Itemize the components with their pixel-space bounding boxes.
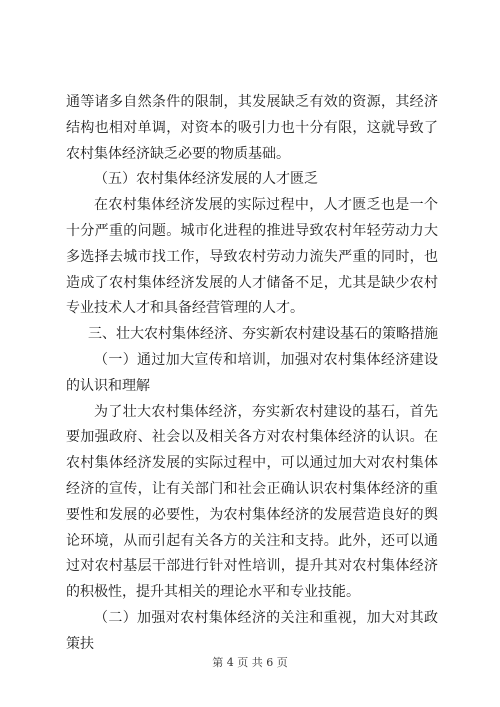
subsection-heading-policy-support: （二）加强对农村集体经济的关注和重视，加大对其政策扶 bbox=[66, 609, 438, 652]
section-heading-strategies: 三、壮大农村集体经济、夯实新农村建设基石的策略措施 bbox=[88, 326, 438, 343]
page-number-footer: 第 4 页 共 6 页 bbox=[212, 656, 288, 669]
section-heading-talent-shortage: （五）农村集体经济发展的人才匮乏 bbox=[94, 171, 318, 188]
subsection-heading-publicity-training: （一）通过加大宣传和培训，加强对农村集体经济建设的认识和理解 bbox=[66, 351, 438, 394]
paragraph-continued: 通等诸多自然条件的限制，其发展缺乏有效的资源，其经济结构也相对单调，对资本的吸引力也十分有限，这就导致了农村集体经济缺乏必要的物质基础。 bbox=[66, 94, 438, 162]
paragraph-talent-shortage: 在农村集体经济发展的实际过程中，人才匮乏也是一个十分严重的问题。城市化进程的推进导致农村年轻劳动力大多选择去城市找工作，导致农村劳动力流失严重的同时，也造成了农村集体经济发展的人才储备不足，尤其是缺少农村专业技术人才和具备经营管理的人才。 bbox=[66, 197, 438, 317]
page-body bbox=[66, 90, 438, 658]
paragraph-publicity-training: 为了壮大农村集体经济，夯实新农村建设的基石，首先要加强政府、社会以及相关各方对农村集体经济的认识。在农村集体经济发展的实际过程中，可以通过加大对农村集体经济的宣传，让有关部门和社会正确认识农村集体经济的重要性和发展的必要性，为农村集体经济的发展营造良好的舆论环境，从而引起有关各方的关注和支持。此外，还可以通过对农村基层干部进行针对性培训，提升其对农村集体经济的积极性，提升其相关的理论水平和专业技能。 bbox=[66, 403, 438, 601]
